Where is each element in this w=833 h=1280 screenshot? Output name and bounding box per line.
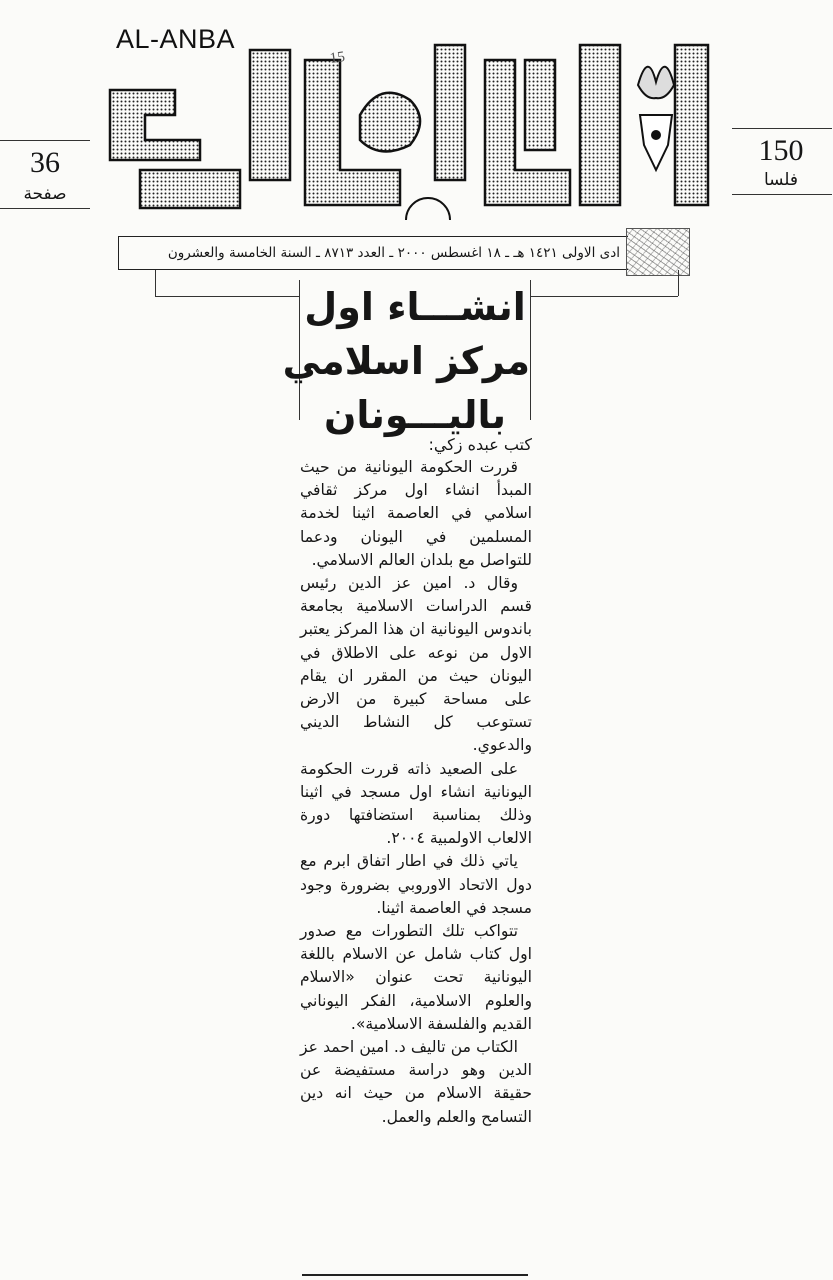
paragraph-3: على الصعيد ذاته قررت الحكومة اليونانية انشاء اول مسجد في اثينا وذلك بمناسبة استضافتها دورة الالعاب الاولمبية ٢٠٠٤.: [300, 759, 532, 848]
newspaper-logo: [100, 20, 720, 220]
dateline-ornament: [626, 228, 690, 276]
article-frame-left: [155, 270, 156, 296]
paragraph-5: تتواكب تلك التطورات مع صدور اول كتاب شامل عن الاسلام باللغة اليونانية تحت عنوان «الاسلام والعلوم الاسلامية، الفكر اليوناني القديم والفلسفة الاسلامية».: [300, 922, 532, 1033]
paragraph-1: قررت الحكومة اليونانية من حيث المبدأ انشاء اول مركز ثقافي اسلامي في العاصمة اثينا لخدمة المسلمين في اليونان ودعما للتواصل مع بلدان العالم الاسلامي.: [300, 458, 532, 569]
right-top-rule: [732, 128, 832, 129]
currency: فلسا: [763, 170, 799, 190]
left-top-rule: [0, 140, 90, 141]
headline-line-1: انشـــاء اول: [304, 285, 526, 329]
right-bottom-rule: [732, 194, 832, 195]
article-headline: [282, 280, 530, 442]
left-bottom-rule: [0, 208, 90, 209]
article-frame-right: [678, 270, 679, 296]
article-bottom-rule: [302, 1274, 528, 1276]
pen-nib-emblem-icon: [638, 67, 674, 170]
handwritten-mark: 15: [328, 49, 346, 67]
page-label: صفحة: [23, 184, 67, 204]
headline-line-3: باليـــونان: [323, 393, 507, 437]
paragraph-2: وقال د. امين عز الدين رئيس قسم الدراسات الاسلامية بجامعة باندوس اليونانية ان هذا المركز يعتبر الاول من نوعه على الاطلاق في اليونان حيث من المقرر ان يقام على مساحة كبيرة من الارض تستوعب كل النشاط الديني والدعوي.: [300, 574, 532, 755]
paragraph-4: ياتي ذلك في اطار اتفاق ابرم مع دول الاتحاد الاوروبي بضرورة وجود مسجد في العاصمة اثينا.: [300, 852, 532, 917]
price: 150: [758, 134, 804, 167]
column-rule-right: [530, 280, 531, 420]
article-body: [300, 456, 532, 1129]
article-byline: كتب عبده زكي:: [428, 435, 532, 454]
paragraph-6: الكتاب من تاليف د. امين احمد عز الدين وهو دراسة مستفيضة عن حقيقة الاسلام من حيث انه دين التسامح والعلم والعمل.: [300, 1038, 532, 1126]
article-frame-top: [155, 296, 300, 297]
masthead-latin-name: AL-ANBA: [116, 24, 236, 54]
article-frame-top-right: [530, 296, 678, 297]
logo-letterforms: [110, 45, 708, 208]
dateline-text: ادى الاولى ١٤٢١ هـ ـ ١٨ اغسطس ٢٠٠٠ ـ العدد ٨٧١٣ ـ السنة الخامسة والعشرون: [167, 245, 620, 261]
page-number: 36: [30, 146, 60, 179]
dateline: [118, 236, 628, 270]
headline-line-2: مركز اسلامي: [282, 339, 530, 383]
